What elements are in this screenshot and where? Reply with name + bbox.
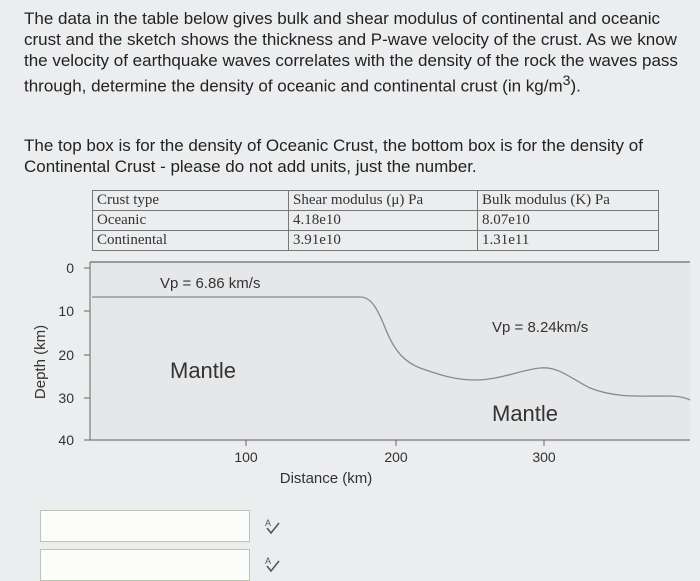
table-row — [93, 231, 659, 251]
question-paragraph-2: The top box is for the density of Oceanic Crust, the bottom box is for the density of Continental Crust - please do not add units, just the number. — [24, 136, 643, 176]
x-axis-label: Distance (km) — [279, 470, 373, 487]
svg-text:A: A — [265, 518, 272, 528]
question-text-1: The data in the table below gives bulk and shear modulus of continental and oceanic crust and the sketch shows the thickness and P-wave velocity of the crust. As we know the velocity of earthquake waves correlates with the density of the rock the waves pass through, determine the density of oceanic and continental crust (in kg/m — [24, 9, 678, 96]
units-superscript: 3 — [562, 73, 571, 89]
table-cell: 4.18e10 — [289, 211, 478, 231]
table-row — [93, 211, 659, 231]
question-paragraph-1 — [24, 8, 684, 97]
y-tick-label: 10 — [58, 303, 74, 319]
table-header-row — [93, 191, 659, 211]
table-header-cell: Crust type — [93, 191, 289, 211]
y-tick-label: 30 — [58, 390, 74, 406]
x-tick-label: 300 — [532, 449, 556, 465]
question-text-1-end: ). — [570, 76, 581, 96]
y-axis-label: Depth (km) — [32, 324, 49, 400]
vp-continental-label: Vp = 8.24km/s — [492, 319, 589, 336]
table-cell: Continental — [93, 231, 289, 251]
continental-density-input[interactable] — [40, 549, 250, 581]
y-tick-label: 20 — [58, 347, 74, 363]
crust-sketch — [0, 250, 700, 495]
vp-oceanic-label: Vp = 6.86 km/s — [160, 275, 261, 292]
table-cell: 8.07e10 — [478, 211, 659, 231]
mantle-label-left: Mantle — [170, 358, 237, 383]
table-header-cell: Bulk modulus (K) Pa — [478, 191, 659, 211]
x-tick-label: 200 — [384, 449, 408, 465]
spellcheck-icon[interactable] — [262, 515, 284, 537]
svg-text:A: A — [265, 556, 272, 566]
mantle-label-right: Mantle — [492, 401, 559, 426]
y-tick-label: 40 — [58, 432, 74, 448]
table-header-cell: Shear modulus (μ) Pa — [289, 191, 478, 211]
table-cell: 3.91e10 — [289, 231, 478, 251]
table-cell: 1.31e11 — [478, 231, 659, 251]
y-ticks — [58, 260, 90, 448]
modulus-table — [92, 190, 659, 251]
oceanic-density-input[interactable] — [40, 510, 250, 542]
y-tick-label: 0 — [66, 260, 74, 276]
x-ticks — [234, 440, 556, 465]
spellcheck-icon[interactable] — [262, 553, 284, 575]
table-cell: Oceanic — [93, 211, 289, 231]
x-tick-label: 100 — [234, 449, 258, 465]
